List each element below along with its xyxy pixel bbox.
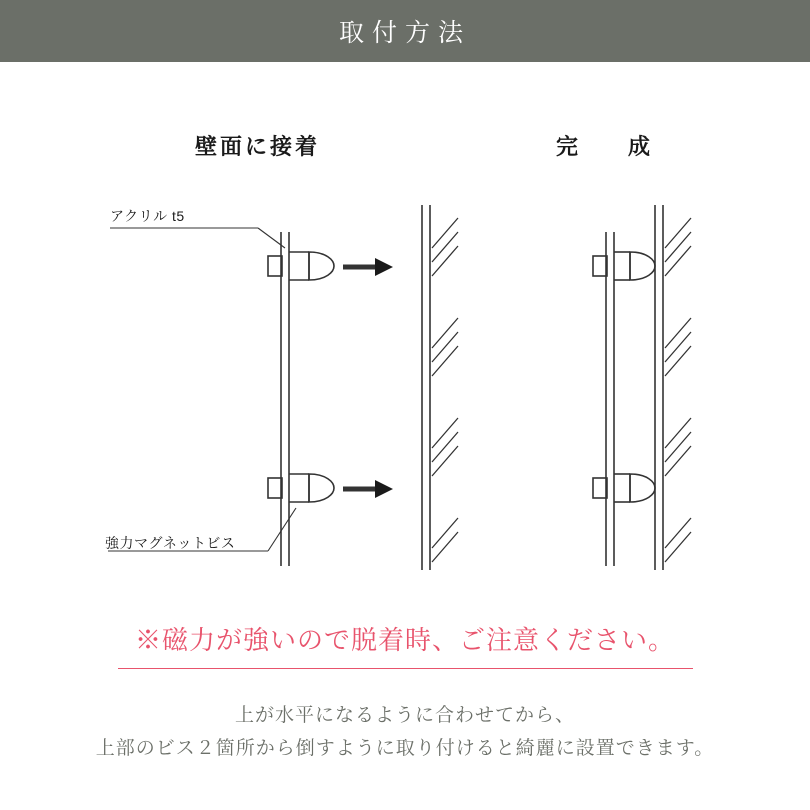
arrow-upper-head	[375, 258, 393, 276]
arrow-lower-head	[375, 480, 393, 498]
callout-label-magnet-screw: 強力マグネットビス	[105, 535, 236, 551]
wall-left	[422, 205, 458, 570]
page-header	[0, 0, 810, 62]
section-caption-complete: 完 成	[556, 134, 665, 159]
footnote-line-1: 上が水平になるように合わせてから、	[234, 705, 575, 726]
magnet-screw-upper-left	[268, 252, 334, 280]
callout-label-acrylic: アクリル t5	[110, 208, 185, 224]
magnet-screw-upper-right	[593, 252, 655, 280]
warning-notice-underline	[118, 668, 693, 669]
magnet-screw-lower-right	[593, 474, 655, 502]
section-caption-attach: 壁面に接着	[195, 134, 321, 159]
wall-right	[655, 205, 691, 570]
warning-notice: ※磁力が強いので脱着時、ご注意ください。	[134, 625, 675, 655]
footnote-line-2: 上部のビス２箇所から倒すように取り付けると綺麗に設置できます。	[95, 738, 715, 759]
magnet-screw-lower-left	[268, 474, 334, 502]
acrylic-plate-left	[281, 232, 289, 566]
page-title: 取付方法	[338, 19, 471, 47]
acrylic-plate-right	[606, 232, 614, 566]
callout-leader-acrylic	[110, 228, 285, 248]
